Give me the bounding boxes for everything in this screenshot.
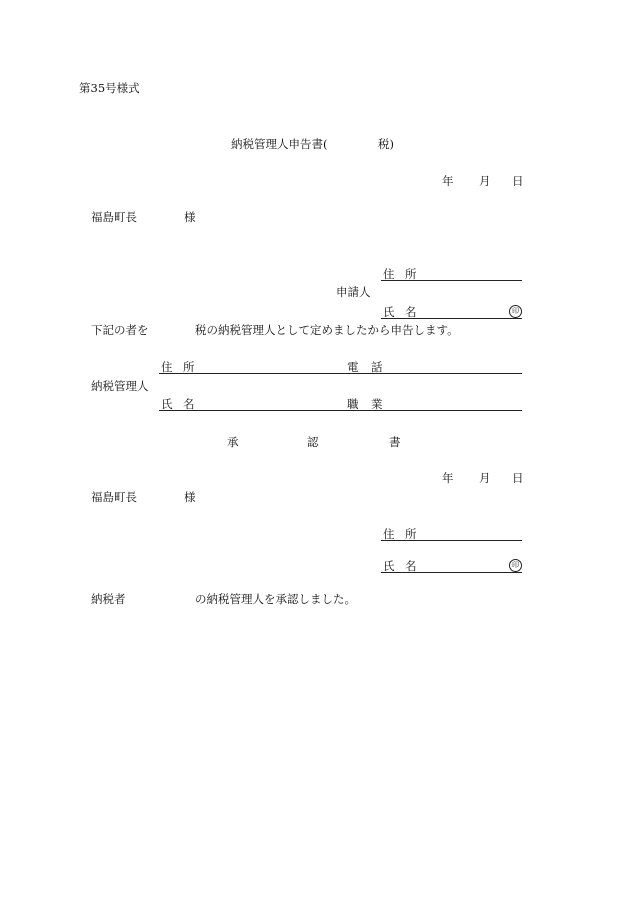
approval-date-month: 月: [479, 471, 491, 485]
applicant-address-label-1: 住: [383, 267, 395, 281]
statement-lead: 下記の者を: [91, 323, 149, 337]
manager-phone-label-2: 話: [371, 360, 383, 374]
approval-statement: の納税管理人を承認しました。: [195, 592, 356, 606]
manager-label: 納税管理人: [91, 379, 149, 393]
document-title: 納税管理人申告書(: [231, 137, 328, 151]
manager-address-phone-line[interactable]: [159, 373, 522, 374]
approval-address-line[interactable]: [381, 540, 522, 541]
approval-name-label-1: 氏: [383, 559, 395, 573]
manager-address-label-2: 所: [183, 360, 195, 374]
date-year: 年: [442, 174, 454, 188]
document-title-tax: 税): [378, 137, 394, 151]
seal-icon: 印: [509, 305, 522, 318]
approval-title-3: 書: [389, 435, 401, 449]
manager-name-label-1: 氏: [161, 397, 173, 411]
addressee: 福島町長: [91, 210, 137, 224]
approval-address-label-1: 住: [383, 527, 395, 541]
applicant-address-line[interactable]: [381, 280, 522, 281]
approval-seal-icon: 印: [509, 559, 522, 572]
applicant-name-label-2: 名: [405, 305, 417, 319]
manager-address-label-1: 住: [161, 360, 173, 374]
approval-address-label-2: 所: [405, 527, 417, 541]
approval-addressee: 福島町長: [91, 490, 137, 504]
form-number: 第35号様式: [79, 81, 140, 95]
applicant-name-line[interactable]: [381, 318, 522, 319]
approval-name-label-2: 名: [405, 559, 417, 573]
addressee-honorific: 様: [184, 210, 196, 224]
manager-occupation-label-2: 業: [371, 397, 383, 411]
approval-name-line[interactable]: [381, 572, 522, 573]
approval-title-2: 認: [307, 435, 319, 449]
approval-date-year: 年: [442, 471, 454, 485]
manager-phone-label-1: 電: [347, 360, 359, 374]
applicant-name-label-1: 氏: [383, 305, 395, 319]
approval-addressee-honorific: 様: [184, 490, 196, 504]
date-day: 日: [512, 174, 524, 188]
approval-title-1: 承: [227, 435, 239, 449]
date-month: 月: [479, 174, 491, 188]
applicant-address-label-2: 所: [405, 267, 417, 281]
approval-date-day: 日: [512, 471, 524, 485]
manager-name-label-2: 名: [183, 397, 195, 411]
manager-name-occupation-line[interactable]: [159, 410, 522, 411]
taxpayer-label: 納税者: [91, 592, 126, 606]
applicant-label: 申請人: [336, 285, 371, 299]
manager-occupation-label-1: 職: [347, 397, 359, 411]
statement-body: 税の納税管理人として定めましたから申告します。: [195, 323, 459, 337]
